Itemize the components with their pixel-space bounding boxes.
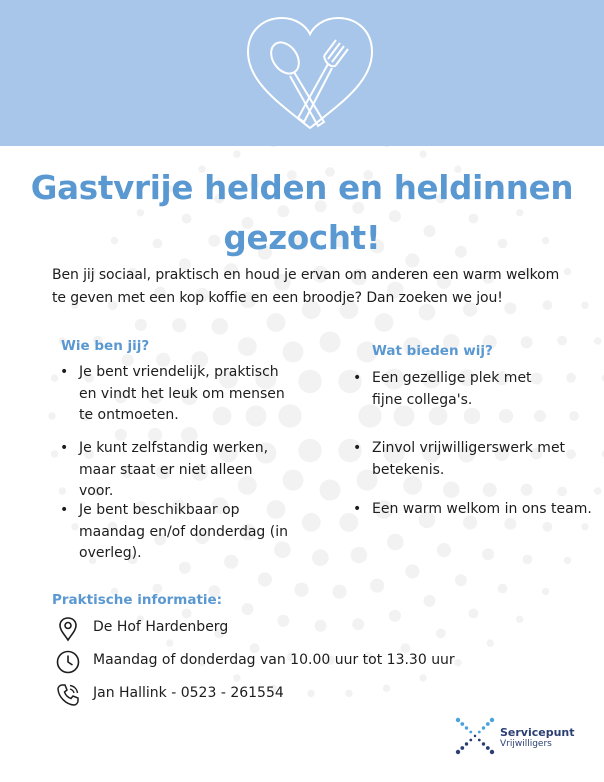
list-item: • Een gezellige plek met fijne collega's. bbox=[349, 368, 537, 411]
right-heading: Wat bieden wij? bbox=[372, 343, 493, 359]
location-pin-icon bbox=[55, 616, 81, 642]
contact-row bbox=[55, 682, 284, 708]
intro-text: Ben jij sociaal, praktisch en houd je ervan om anderen een warm welkom te geven met een kop koffie en een broodje? Dan zoeken we jou! bbox=[52, 267, 560, 306]
page-title-line-1: Gastvrije helden en heldinnen bbox=[30, 169, 574, 207]
location-row bbox=[55, 616, 229, 642]
heart-spoon-fork-icon bbox=[240, 12, 380, 134]
list-item: • Je kunt zelfstandig werken, maar staat er niet alleen voor. bbox=[56, 438, 284, 503]
logo-line-1: Servicepunt bbox=[500, 726, 575, 739]
left-heading: Wie ben jij? bbox=[61, 338, 150, 354]
list-item: • Je bent beschikbaar op maandag en/of donderdag (in overleg). bbox=[56, 500, 291, 565]
list-item: • Zinvol vrijwilligerswerk met betekenis. bbox=[349, 438, 572, 481]
time-row bbox=[55, 649, 455, 675]
page-title bbox=[0, 163, 604, 263]
list-item: • Je bent vriendelijk, praktisch en vindt het leuk om mensen te ontmoeten. bbox=[56, 362, 294, 427]
list-item: • Een warm welkom in ons team. bbox=[349, 499, 602, 521]
logo-mark-icon bbox=[454, 716, 498, 756]
servicepunt-logo bbox=[454, 716, 574, 756]
clock-icon bbox=[55, 649, 81, 675]
page-title-line-2: gezocht! bbox=[223, 219, 381, 257]
header-banner bbox=[0, 0, 604, 146]
phone-icon bbox=[55, 682, 81, 708]
time-text: Maandag of donderdag van 10.00 uur tot 13.30 uur bbox=[93, 652, 455, 668]
logo-line-2: Vrijwilligers bbox=[500, 739, 552, 749]
contact-text: Jan Hallink - 0523 - 261554 bbox=[93, 685, 284, 701]
info-heading: Praktische informatie: bbox=[52, 592, 223, 608]
location-text: De Hof Hardenberg bbox=[93, 619, 229, 635]
